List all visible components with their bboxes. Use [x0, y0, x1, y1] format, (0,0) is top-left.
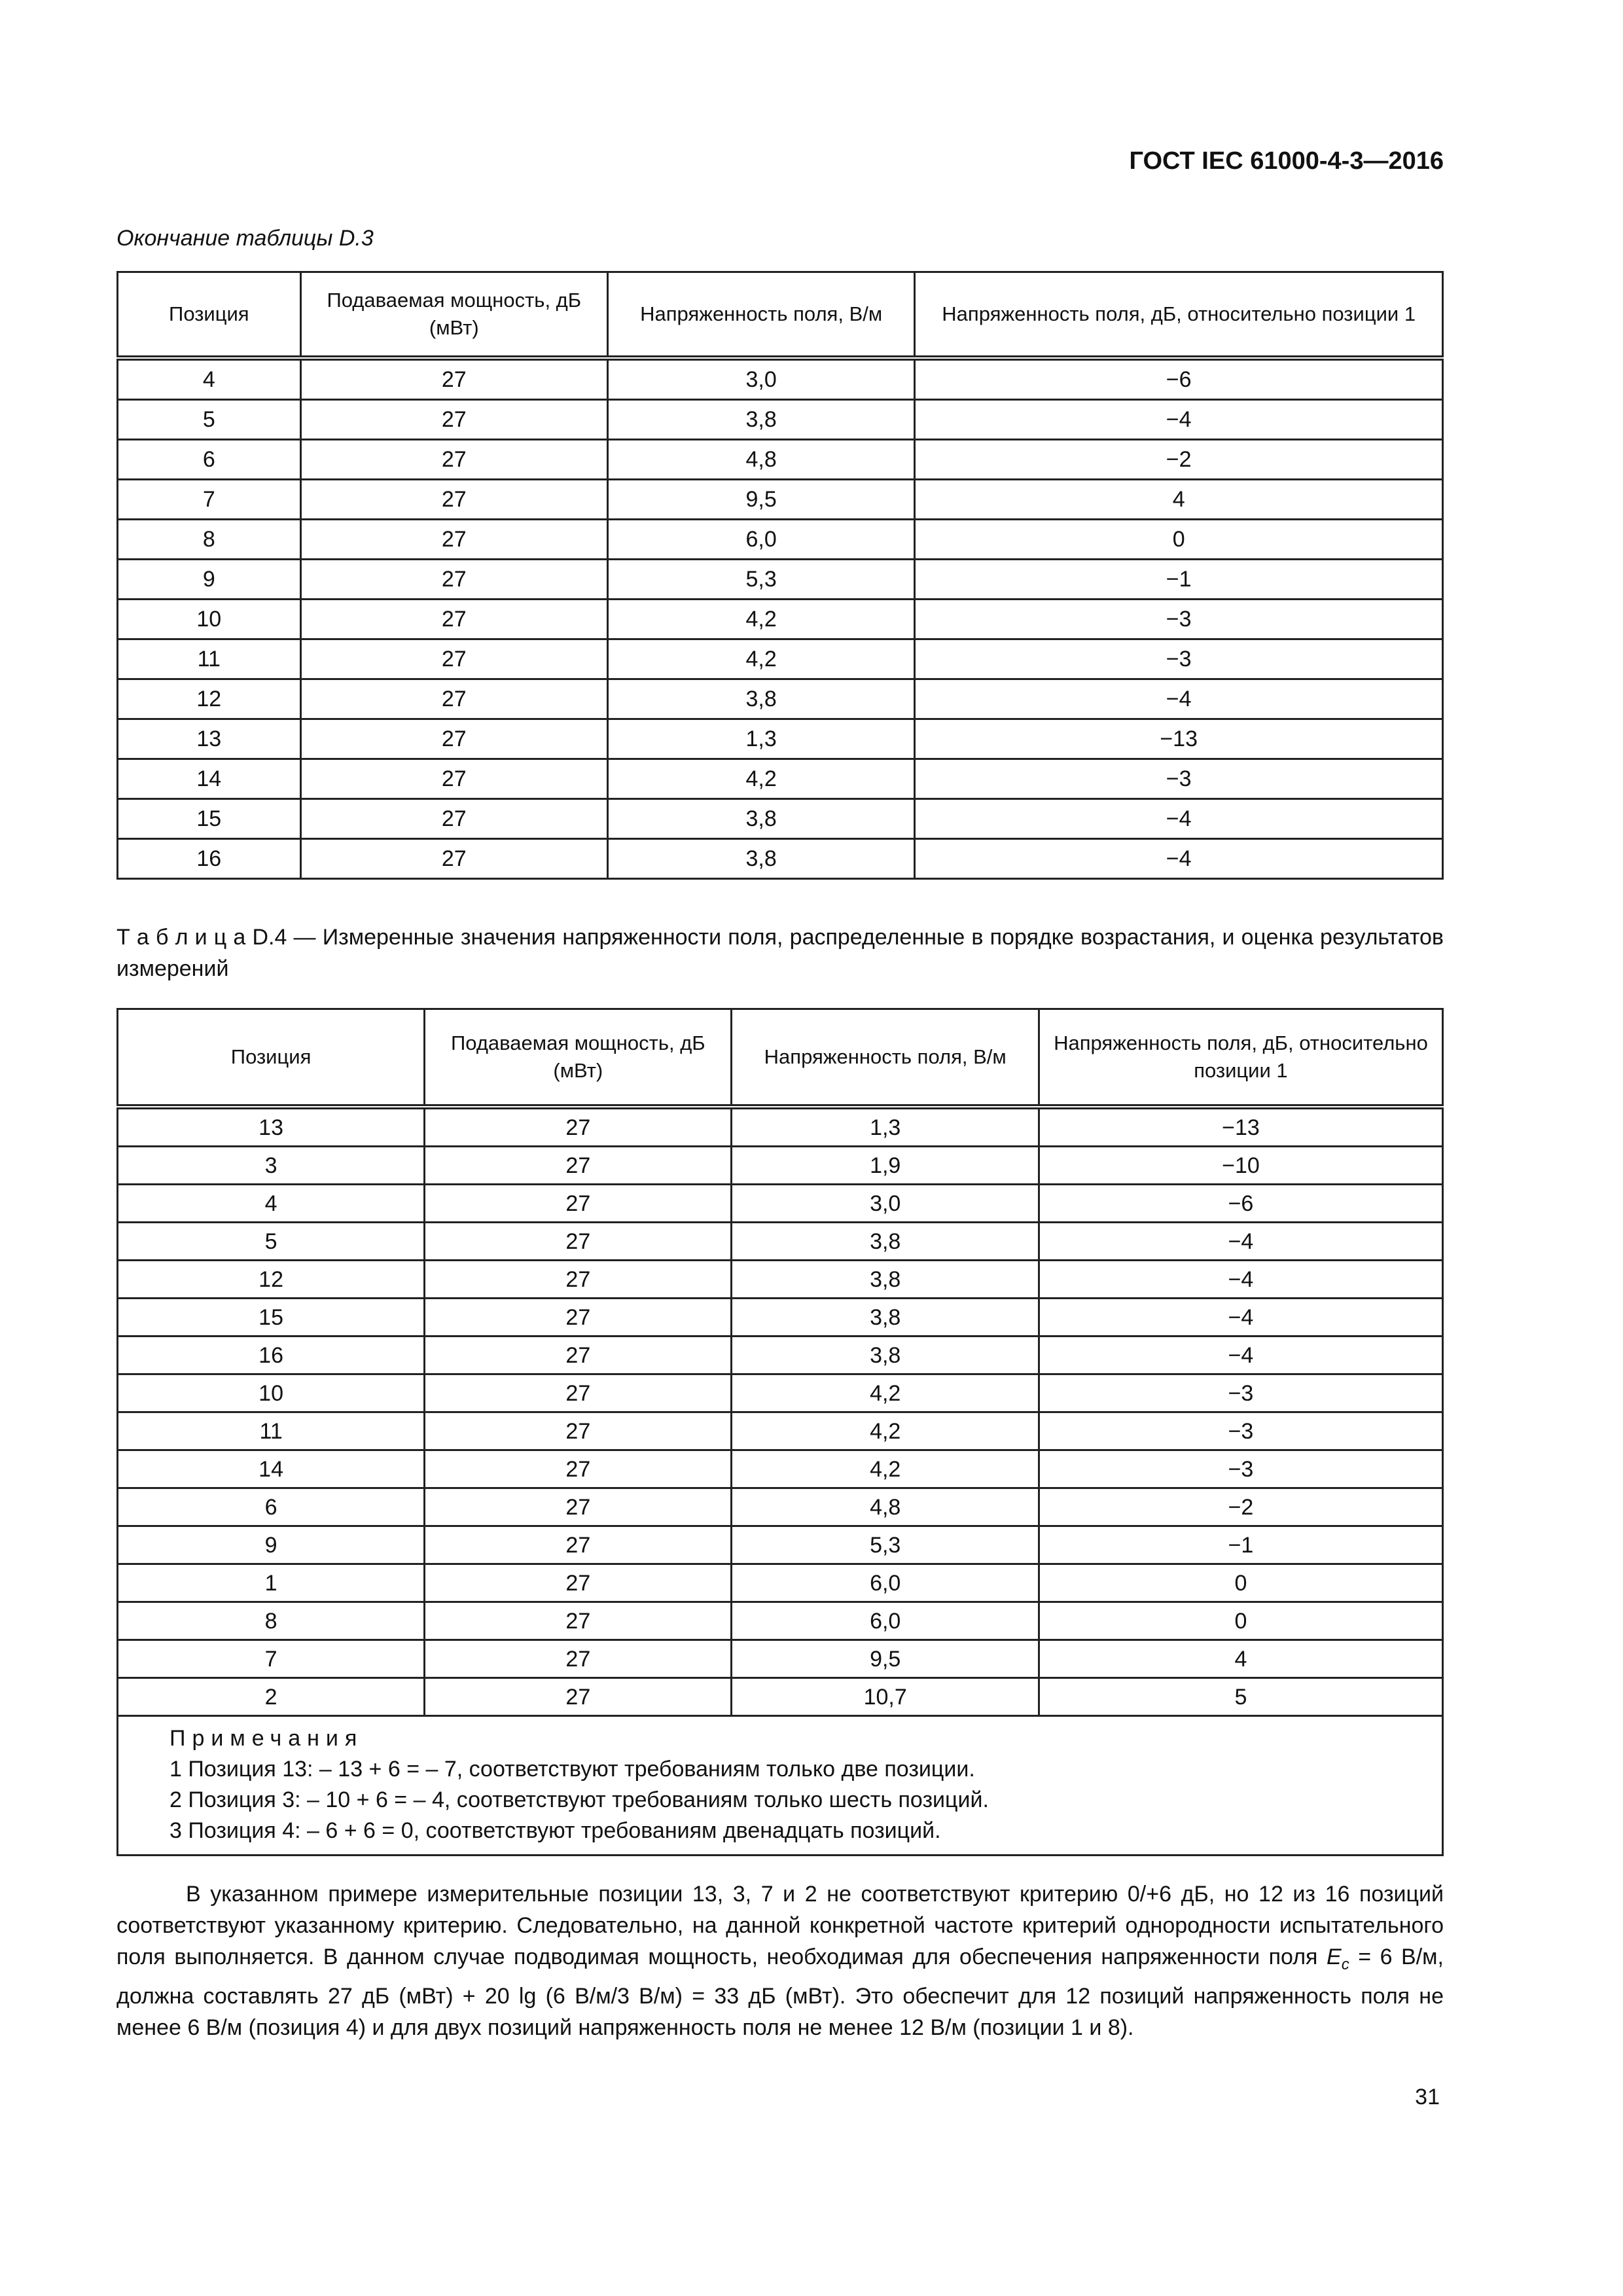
table-cell: −3: [1039, 1412, 1442, 1450]
table-cell: 27: [300, 719, 607, 759]
field-symbol-subscript: c: [1341, 1955, 1349, 1973]
table-cell: 4,2: [607, 759, 914, 799]
table-cell: −4: [1039, 1261, 1442, 1299]
column-header: Напряженность поля, дБ, относительно позиции 1: [915, 272, 1443, 359]
table-row: [118, 480, 1443, 520]
table-row: [118, 799, 1443, 839]
table-cell: −6: [1039, 1185, 1442, 1223]
table-cell: 27: [300, 799, 607, 839]
table-cell: 27: [425, 1185, 732, 1223]
table-cell: 27: [425, 1488, 732, 1526]
table-cell: −3: [1039, 1450, 1442, 1488]
table-cell: 4,2: [607, 639, 914, 679]
table-cell: 27: [425, 1223, 732, 1261]
table-cell: 10,7: [732, 1678, 1039, 1716]
table-cell: 3,8: [607, 679, 914, 719]
note-item: 2 Позиция 3: – 10 + 6 = – 4, соответствуют требованиям только шесть позиций.: [169, 1787, 989, 1812]
table-cell: 5: [1039, 1678, 1442, 1716]
table-cell: 27: [425, 1640, 732, 1678]
table-cell: −1: [1039, 1526, 1442, 1564]
table-cell: 27: [300, 560, 607, 600]
table-cell: 4,2: [732, 1374, 1039, 1412]
table-cell: 3,0: [732, 1185, 1039, 1223]
table-cell: 3,8: [732, 1261, 1039, 1299]
table-cell: 3: [118, 1147, 425, 1185]
table-row: [118, 520, 1443, 560]
notes-title: Примечания: [169, 1726, 364, 1751]
table-cell: 12: [118, 679, 301, 719]
table-row: [118, 440, 1443, 480]
table-cell: 6,0: [732, 1602, 1039, 1640]
table-cell: 6: [118, 440, 301, 480]
table-header-row: [118, 1009, 1443, 1107]
table-row: [118, 1564, 1443, 1602]
table-caption-text: — Измеренные значения напряженности поля, распределенные в порядке возрастания, и оценка результатов измерений: [116, 925, 1444, 981]
paragraph-text: = 6 В/м, должна составлять 27 дБ (мВт) + 20 lg (6 В/м/3 В/м) = 33 дБ (мВт). Это обеспечит для 12 позиций напряженность поля не менее 6 В/м (позиция 4) и для двух позиций напряженность поля не менее 12 В/м (позиции 1 и 8).: [116, 1945, 1444, 2040]
table-cell: −13: [915, 719, 1443, 759]
table-cell: 1,3: [607, 719, 914, 759]
table-cell: 15: [118, 1299, 425, 1336]
column-header: Подаваемая мощность, дБ (мВт): [425, 1009, 732, 1107]
table-cell: 13: [118, 1107, 425, 1147]
table-cell: 3,8: [732, 1336, 1039, 1374]
table-cell: 0: [1039, 1602, 1442, 1640]
body-paragraph: [116, 1878, 1444, 2043]
table-cell: −1: [915, 560, 1443, 600]
table-row: [118, 1336, 1443, 1374]
table-notes-row: [118, 1716, 1443, 1856]
table-row: [118, 1185, 1443, 1223]
table-row: [118, 1678, 1443, 1716]
table-cell: 2: [118, 1678, 425, 1716]
table-cell: 27: [425, 1526, 732, 1564]
column-header: Подаваемая мощность, дБ (мВт): [300, 272, 607, 359]
table-cell: −4: [915, 679, 1443, 719]
table-row: [118, 759, 1443, 799]
table-row: [118, 639, 1443, 679]
table-cell: 4,2: [732, 1450, 1039, 1488]
column-header: Позиция: [118, 1009, 425, 1107]
table-cell: 3,8: [732, 1299, 1039, 1336]
table-cell: 10: [118, 1374, 425, 1412]
table-cell: 6,0: [607, 520, 914, 560]
table-cell: 27: [300, 480, 607, 520]
table-cell: −2: [915, 440, 1443, 480]
table-cell: 3,8: [607, 839, 914, 879]
table-continuation-label: Окончание таблицы D.3: [116, 226, 374, 251]
table-d4-caption: [116, 922, 1444, 984]
table-row: [118, 1450, 1443, 1488]
paragraph-text: В указанном примере измерительные позиции 13, 3, 7 и 2 не соответствуют критерию 0/+6 дБ, но 12 из 16 позиций соответствуют указанному критерию. Следовательно, на данной конкретной частоте критерий однородности испытательного поля выполняется. В данном случае подводимая мощность, необходимая для обеспечения напряженности поля: [116, 1882, 1444, 1969]
table-cell: 27: [425, 1602, 732, 1640]
table-row: [118, 600, 1443, 639]
table-row: [118, 560, 1443, 600]
table-cell: 27: [300, 839, 607, 879]
field-symbol: E: [1327, 1945, 1342, 1969]
table-cell: 5: [118, 1223, 425, 1261]
table-cell: 4,8: [607, 440, 914, 480]
table-cell: 1: [118, 1564, 425, 1602]
table-cell: −3: [915, 759, 1443, 799]
table-cell: 6,0: [732, 1564, 1039, 1602]
table-cell: 5: [118, 400, 301, 440]
table-cell: 0: [1039, 1564, 1442, 1602]
table-cell: 3,8: [607, 400, 914, 440]
table-row: [118, 1640, 1443, 1678]
table-d3: [116, 271, 1444, 880]
table-cell: 27: [300, 759, 607, 799]
table-cell: −10: [1039, 1147, 1442, 1185]
table-cell: −4: [1039, 1223, 1442, 1261]
table-cell: 3,0: [607, 358, 914, 400]
table-cell: 27: [300, 520, 607, 560]
table-cell: −3: [1039, 1374, 1442, 1412]
table-cell: 4,2: [732, 1412, 1039, 1450]
page-number: 31: [1415, 2085, 1440, 2109]
table-cell: 15: [118, 799, 301, 839]
table-cell: 11: [118, 639, 301, 679]
table-row: [118, 358, 1443, 400]
table-row: [118, 1223, 1443, 1261]
table-row: [118, 1526, 1443, 1564]
table-cell: 9: [118, 1526, 425, 1564]
table-cell: 27: [425, 1107, 732, 1147]
table-row: [118, 839, 1443, 879]
table-cell: 4: [915, 480, 1443, 520]
table-row: [118, 1147, 1443, 1185]
column-header: Позиция: [118, 272, 301, 359]
column-header: Напряженность поля, В/м: [732, 1009, 1039, 1107]
table-cell: 4,8: [732, 1488, 1039, 1526]
table-d3-body: [118, 358, 1443, 879]
table-cell: 4: [118, 1185, 425, 1223]
table-cell: 14: [118, 1450, 425, 1488]
table-header-row: [118, 272, 1443, 359]
table-cell: 4,2: [607, 600, 914, 639]
note-item: 3 Позиция 4: – 6 + 6 = 0, соответствуют требованиям двенадцать позиций.: [169, 1818, 941, 1843]
table-caption-label: Т а б л и ц а D.4: [116, 925, 287, 950]
table-row: [118, 1488, 1443, 1526]
table-cell: 8: [118, 1602, 425, 1640]
table-row: [118, 1412, 1443, 1450]
table-cell: −2: [1039, 1488, 1442, 1526]
table-cell: 16: [118, 1336, 425, 1374]
table-cell: 7: [118, 480, 301, 520]
table-cell: 7: [118, 1640, 425, 1678]
table-cell: 5,3: [732, 1526, 1039, 1564]
note-item: 1 Позиция 13: – 13 + 6 = – 7, соответствуют требованиям только две позиции.: [169, 1757, 975, 1782]
table-cell: 13: [118, 719, 301, 759]
table-cell: 9,5: [607, 480, 914, 520]
table-row: [118, 400, 1443, 440]
table-cell: 27: [425, 1261, 732, 1299]
table-cell: 16: [118, 839, 301, 879]
table-d4: [116, 1008, 1444, 1856]
table-cell: 3,8: [732, 1223, 1039, 1261]
table-row: [118, 1107, 1443, 1147]
table-cell: 27: [300, 358, 607, 400]
table-cell: −13: [1039, 1107, 1442, 1147]
column-header: Напряженность поля, дБ, относительно позиции 1: [1039, 1009, 1442, 1107]
table-cell: 27: [300, 639, 607, 679]
table-row: [118, 1299, 1443, 1336]
table-cell: −3: [915, 639, 1443, 679]
table-cell: 14: [118, 759, 301, 799]
table-cell: 9,5: [732, 1640, 1039, 1678]
table-cell: 9: [118, 560, 301, 600]
table-row: [118, 1374, 1443, 1412]
table-cell: −3: [915, 600, 1443, 639]
table-cell: −4: [1039, 1299, 1442, 1336]
table-cell: 27: [300, 679, 607, 719]
table-cell: 3,8: [607, 799, 914, 839]
table-cell: −4: [915, 400, 1443, 440]
table-cell: 6: [118, 1488, 425, 1526]
table-cell: 4: [1039, 1640, 1442, 1678]
table-d4-body: [118, 1107, 1443, 1716]
table-cell: 0: [915, 520, 1443, 560]
table-row: [118, 679, 1443, 719]
table-row: [118, 719, 1443, 759]
table-cell: 27: [425, 1374, 732, 1412]
table-cell: −4: [915, 799, 1443, 839]
table-cell: 27: [300, 400, 607, 440]
table-row: [118, 1261, 1443, 1299]
table-notes: [118, 1716, 1443, 1856]
document-header: ГОСТ IEC 61000-4-3—2016: [1129, 147, 1444, 175]
table-cell: 27: [425, 1299, 732, 1336]
table-cell: 27: [425, 1147, 732, 1185]
table-cell: 27: [300, 440, 607, 480]
table-cell: 27: [425, 1564, 732, 1602]
table-cell: 11: [118, 1412, 425, 1450]
table-cell: 1,9: [732, 1147, 1039, 1185]
table-cell: 5,3: [607, 560, 914, 600]
table-cell: 8: [118, 520, 301, 560]
table-cell: −4: [915, 839, 1443, 879]
table-cell: −6: [915, 358, 1443, 400]
table-cell: 27: [300, 600, 607, 639]
table-cell: 27: [425, 1678, 732, 1716]
table-cell: 27: [425, 1450, 732, 1488]
table-cell: 27: [425, 1336, 732, 1374]
table-row: [118, 1602, 1443, 1640]
table-cell: 12: [118, 1261, 425, 1299]
table-cell: 1,3: [732, 1107, 1039, 1147]
table-cell: −4: [1039, 1336, 1442, 1374]
table-cell: 10: [118, 600, 301, 639]
column-header: Напряженность поля, В/м: [607, 272, 914, 359]
table-cell: 27: [425, 1412, 732, 1450]
table-cell: 4: [118, 358, 301, 400]
